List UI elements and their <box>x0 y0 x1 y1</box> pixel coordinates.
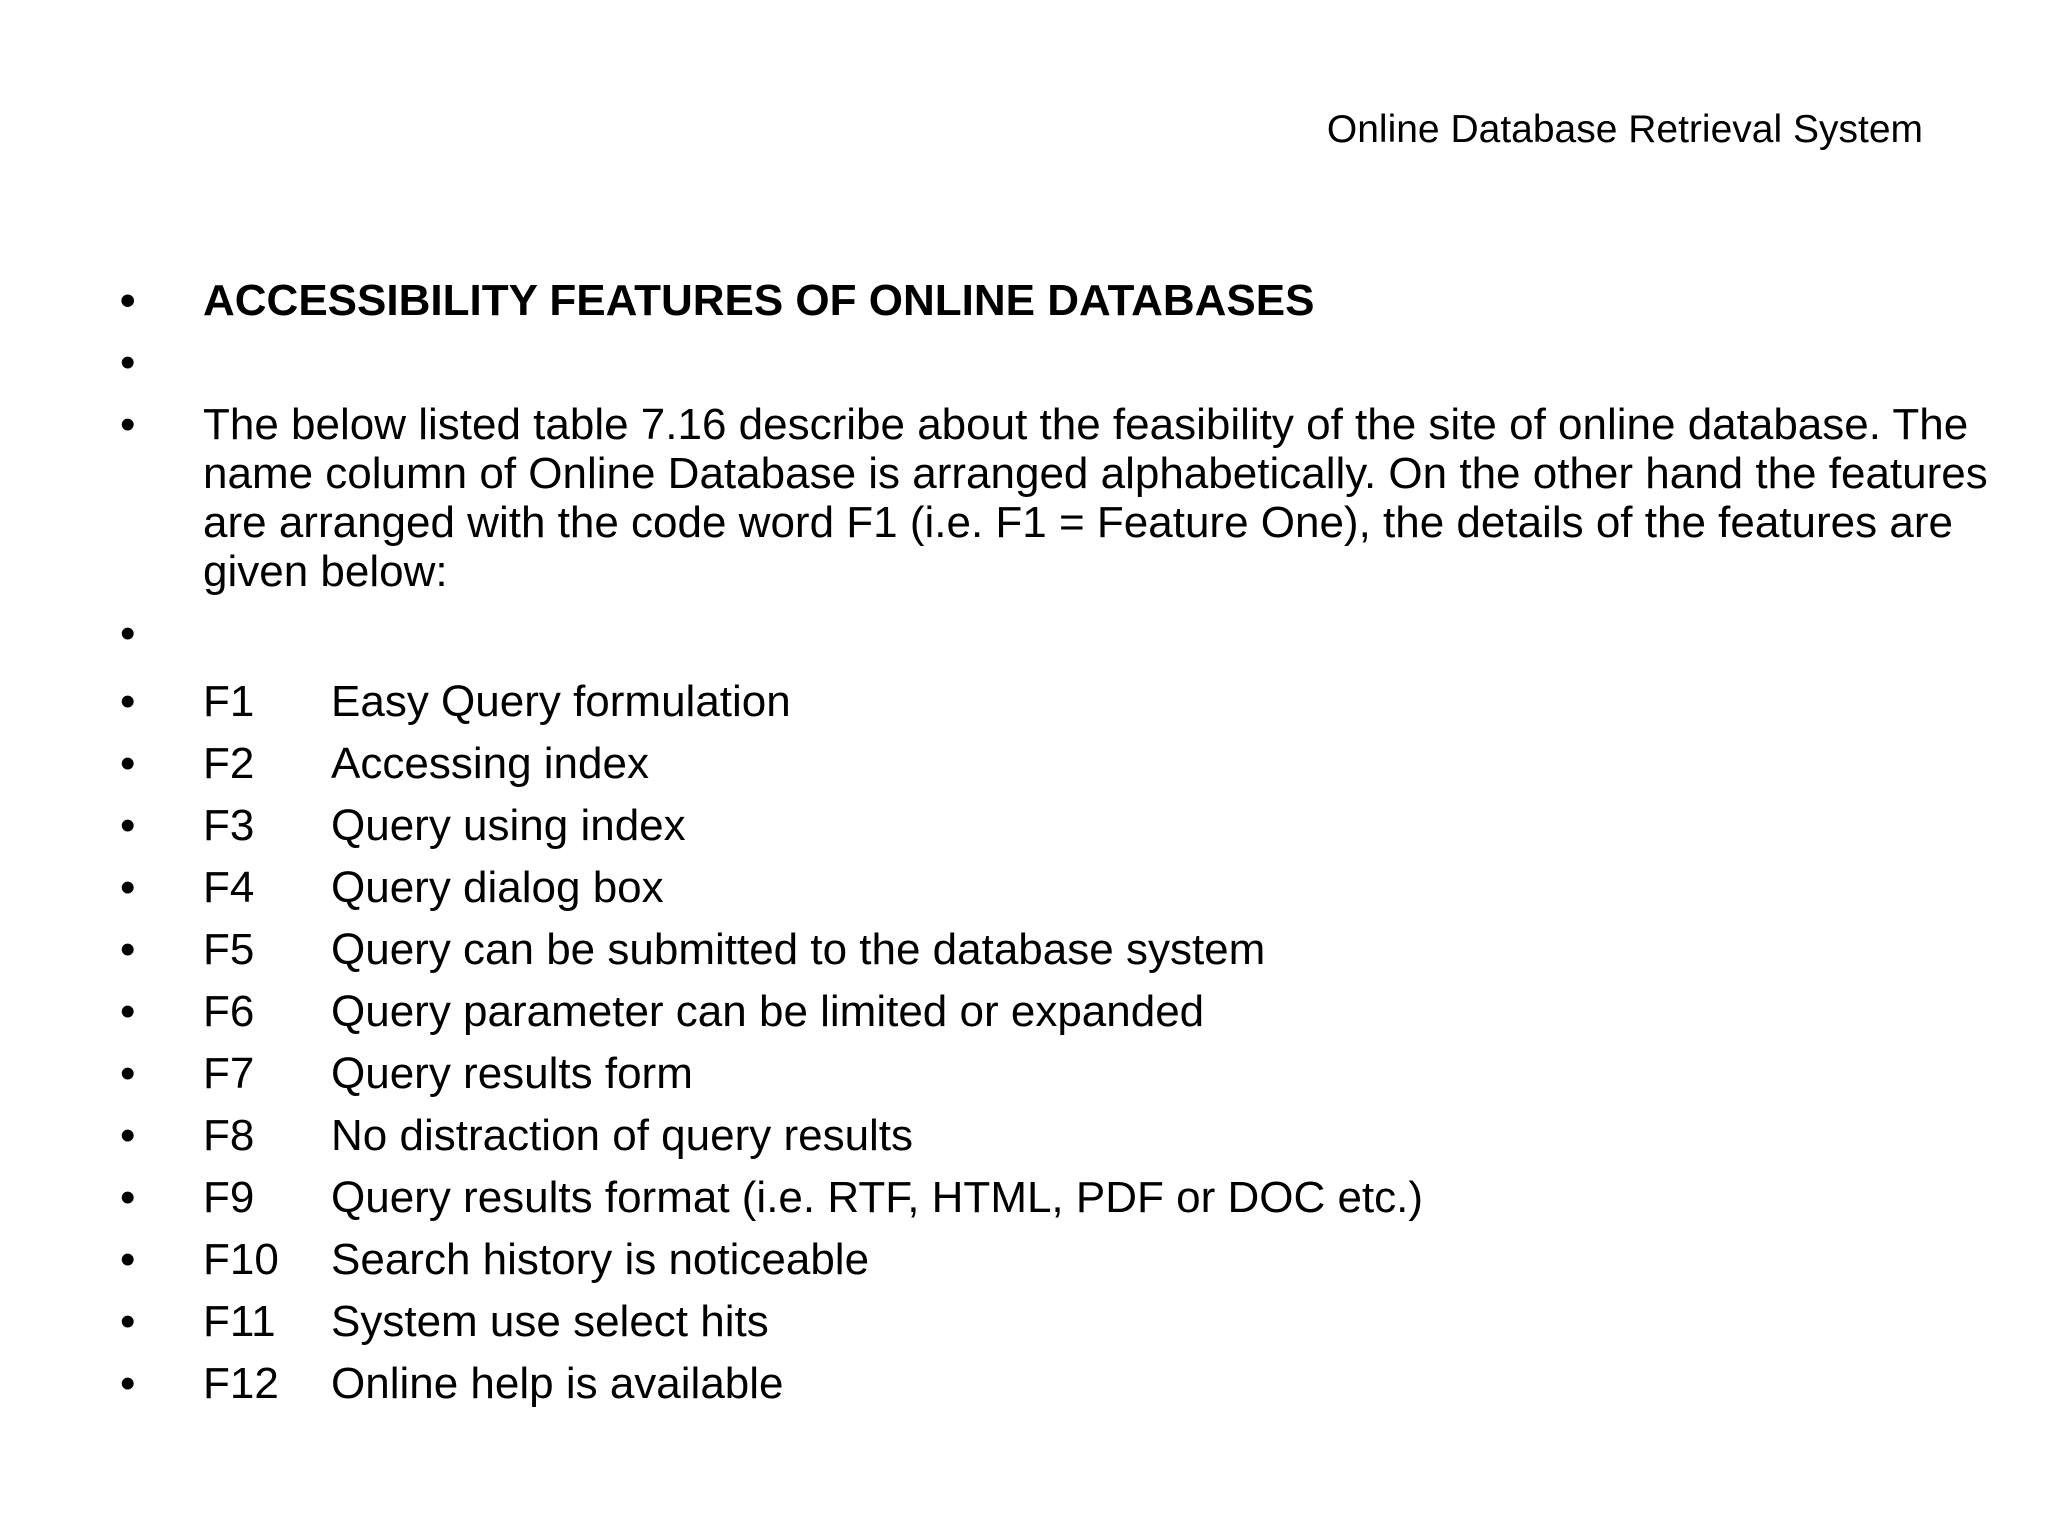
feature-label: Query results format (i.e. RTF, HTML, PDF or DOC etc.) <box>331 1173 1424 1222</box>
feature-label: Query dialog box <box>331 863 664 912</box>
feature-label: System use select hits <box>331 1297 769 1346</box>
feature-code: F7 <box>203 1049 255 1098</box>
feature-item <box>120 733 2044 795</box>
feature-code: F9 <box>203 1173 255 1222</box>
feature-item <box>120 981 2044 1043</box>
feature-code: F12 <box>203 1359 279 1408</box>
feature-code: F10 <box>203 1235 279 1284</box>
feature-label: Query can be submitted to the database system <box>331 925 1266 974</box>
description-paragraph <box>120 400 2044 596</box>
feature-item <box>120 1043 2044 1105</box>
feature-code: F5 <box>203 925 255 974</box>
feature-code: F11 <box>203 1297 276 1346</box>
header-title: Online Database Retrieval System <box>1326 108 1923 151</box>
empty-bullet <box>120 609 2044 658</box>
feature-label: No distraction of query results <box>331 1111 914 1160</box>
feature-item <box>120 795 2044 857</box>
feature-item <box>120 671 2044 733</box>
feature-code: F8 <box>203 1111 255 1160</box>
feature-label: Query results form <box>331 1049 693 1098</box>
feature-item <box>120 1291 2044 1353</box>
feature-item <box>120 1229 2044 1291</box>
feature-item <box>120 1353 2044 1415</box>
feature-code: F4 <box>203 863 255 912</box>
feature-code: F1 <box>203 677 255 726</box>
paragraph-text: • The below listed table 7.16 describe about the feasibility of the site of online database. The name column of Online Database is arranged alphabetically. On the other hand the features are arranged with the code word F1 (i.e. F1 = Feature One), the details of the features are given below: <box>203 400 1988 596</box>
feature-item <box>120 857 2044 919</box>
feature-label: Search history is noticeable <box>331 1235 870 1284</box>
feature-code: F6 <box>203 987 255 1036</box>
feature-item <box>120 1105 2044 1167</box>
feature-code: F3 <box>203 801 255 850</box>
feature-item <box>120 919 2044 981</box>
feature-label: Query using index <box>331 801 686 850</box>
section-heading: • ACCESSIBILITY FEATURES OF ONLINE DATABASES <box>120 276 2044 325</box>
feature-label: Online help is available <box>331 1359 784 1408</box>
feature-label: Accessing index <box>331 739 649 788</box>
feature-item <box>120 1167 2044 1229</box>
bullet-list <box>120 276 2044 1415</box>
feature-code: F2 <box>203 739 255 788</box>
empty-bullet <box>120 338 2044 387</box>
feature-label: Query parameter can be limited or expanded <box>331 987 1205 1036</box>
feature-label: Easy Query formulation <box>331 677 791 726</box>
